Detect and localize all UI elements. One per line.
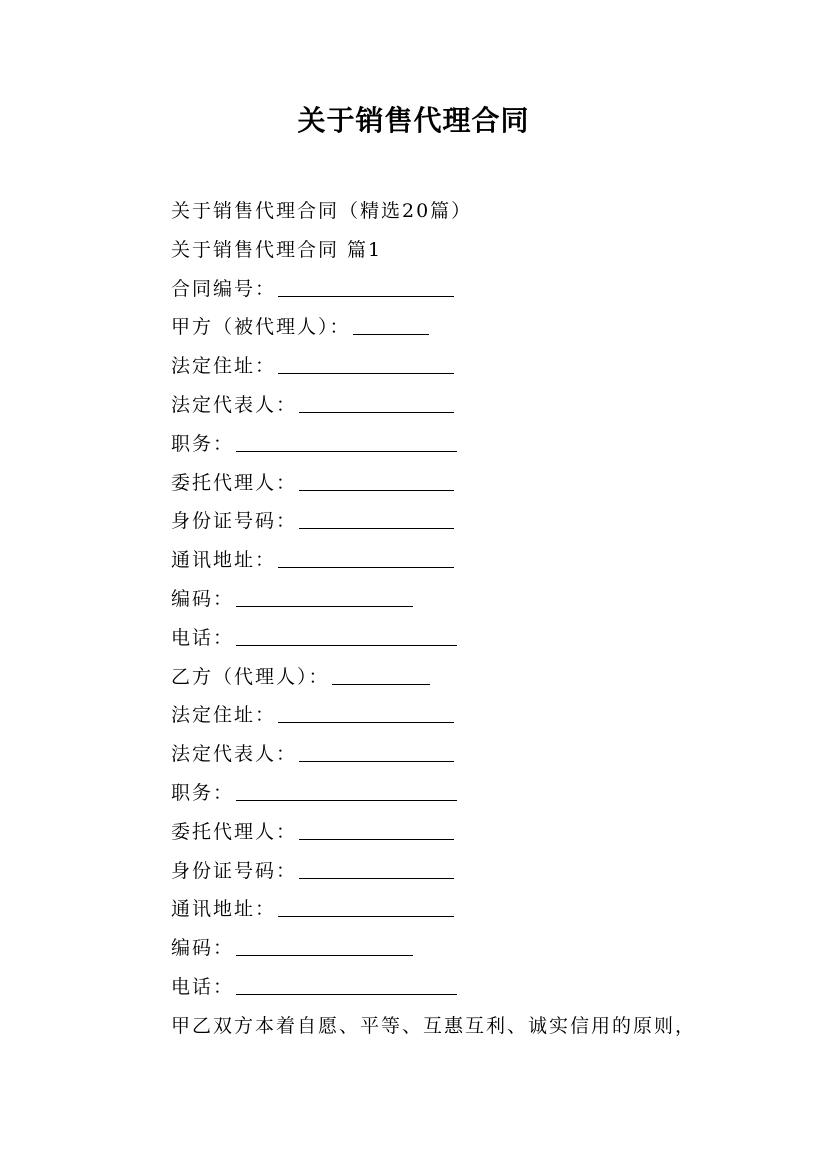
party-a-phone-label: 电话： xyxy=(171,626,235,649)
party-b-address-blank xyxy=(278,704,454,723)
party-a-mail-address-label: 通讯地址： xyxy=(171,549,277,572)
document-body xyxy=(171,192,751,1046)
document-subtitle: 关于销售代理合同（精选20篇） xyxy=(171,200,473,222)
party-b-position-row xyxy=(171,774,751,813)
party-b-legal-rep-blank xyxy=(299,743,454,762)
party-b-postcode-label: 编码： xyxy=(171,937,235,960)
party-a-phone-row xyxy=(171,619,751,658)
party-b-agent-row xyxy=(171,813,751,852)
party-b-agent-label: 委托代理人： xyxy=(171,820,298,843)
party-b-mail-address-blank xyxy=(278,898,454,917)
party-a-id-row xyxy=(171,502,751,541)
party-a-address-blank xyxy=(278,355,454,374)
party-b-id-row xyxy=(171,852,751,891)
party-b-mail-address-row xyxy=(171,890,751,929)
party-a-legal-rep-row xyxy=(171,386,751,425)
party-a-address-row xyxy=(171,347,751,386)
party-b-legal-rep-row xyxy=(171,735,751,774)
party-a-id-label: 身份证号码： xyxy=(171,510,298,533)
party-b-name-blank xyxy=(332,666,430,685)
party-b-position-blank xyxy=(236,782,457,801)
party-b-heading-row xyxy=(171,658,751,697)
party-a-legal-rep-label: 法定代表人： xyxy=(171,393,298,416)
party-b-address-row xyxy=(171,696,751,735)
contract-number-label: 合同编号： xyxy=(171,277,277,300)
party-a-agent-label: 委托代理人： xyxy=(171,471,298,494)
party-b-postcode-blank xyxy=(236,937,413,956)
party-a-heading: 甲方（被代理人）： xyxy=(171,316,351,339)
party-a-heading-row xyxy=(171,308,751,347)
party-a-mail-address-blank xyxy=(278,549,454,568)
party-a-position-row xyxy=(171,425,751,464)
party-a-postcode-row xyxy=(171,580,751,619)
closing-paragraph: 甲乙双方本着自愿、平等、互惠互利、诚实信用的原则， xyxy=(171,1014,697,1037)
party-a-legal-rep-blank xyxy=(299,394,454,413)
party-a-id-blank xyxy=(299,510,454,529)
party-b-agent-blank xyxy=(299,821,454,840)
party-b-id-label: 身份证号码： xyxy=(171,859,298,882)
party-a-name-blank xyxy=(353,316,429,335)
party-a-postcode-label: 编码： xyxy=(171,587,235,610)
party-b-id-blank xyxy=(299,860,454,879)
section-heading: 关于销售代理合同 篇1 xyxy=(171,238,383,261)
party-b-heading: 乙方（代理人）： xyxy=(171,665,330,688)
party-a-address-label: 法定住址： xyxy=(171,355,277,378)
party-b-phone-row xyxy=(171,968,751,1007)
party-a-postcode-blank xyxy=(236,588,413,607)
party-b-postcode-row xyxy=(171,929,751,968)
party-b-legal-rep-label: 法定代表人： xyxy=(171,743,298,766)
contract-number-row xyxy=(171,270,751,309)
party-a-agent-row xyxy=(171,464,751,503)
document-title: 关于销售代理合同 xyxy=(297,104,530,137)
party-b-position-label: 职务： xyxy=(171,781,235,804)
party-b-mail-address-label: 通讯地址： xyxy=(171,898,277,921)
party-a-position-label: 职务： xyxy=(171,432,235,455)
party-b-address-label: 法定住址： xyxy=(171,704,277,727)
party-b-phone-blank xyxy=(236,976,457,995)
party-a-phone-blank xyxy=(236,627,457,646)
party-a-agent-blank xyxy=(299,472,454,491)
party-b-phone-label: 电话： xyxy=(171,975,235,998)
contract-number-blank xyxy=(278,278,454,297)
party-a-position-blank xyxy=(236,433,457,452)
party-a-mail-address-row xyxy=(171,541,751,580)
